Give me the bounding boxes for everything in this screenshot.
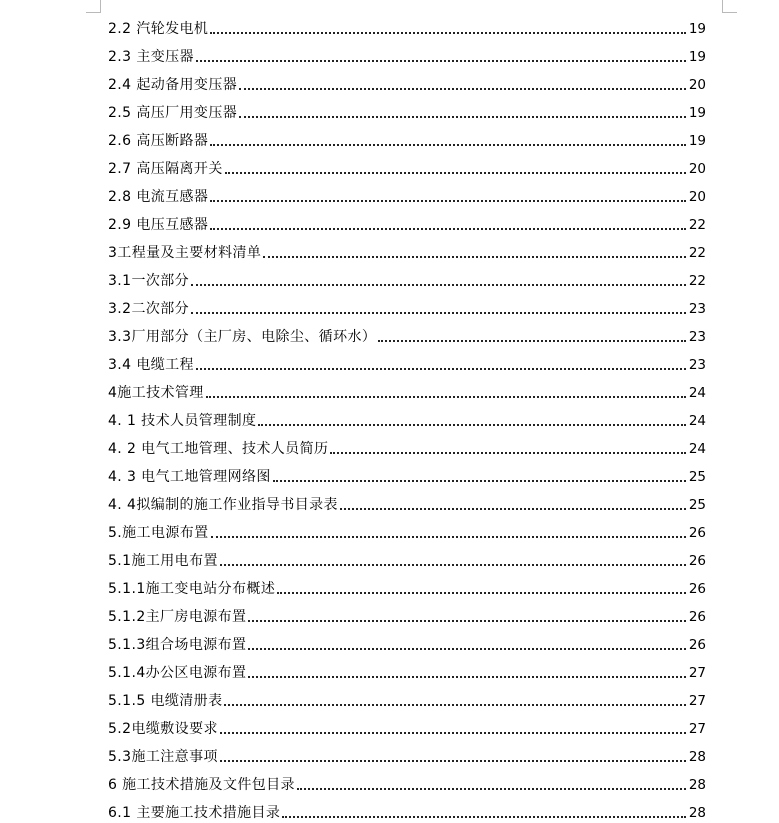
toc-entry[interactable]: [108, 290, 706, 318]
toc-entry-title: 6.1 主要施工技术措施目录: [108, 805, 281, 821]
toc-entry-title: 2.7 高压隔离开关: [108, 161, 223, 177]
toc-entry-title: 5.1.1施工变电站分布概述: [108, 581, 276, 597]
toc-entry-title: 4. 4拟编制的施工作业指导书目录表: [108, 497, 338, 513]
toc-entry-page-number: 27: [688, 665, 706, 681]
toc-dot-leader: [263, 256, 686, 258]
toc-entry-page-number: 25: [688, 469, 706, 485]
toc-entry-title: 5.施工电源布置: [108, 525, 209, 541]
toc-dot-leader: [297, 788, 686, 790]
toc-entry-title: 5.1.4办公区电源布置: [108, 665, 247, 681]
toc-entry-title: 2.4 起动备用变压器: [108, 77, 238, 93]
toc-dot-leader: [239, 88, 686, 90]
toc-entry-title: 5.1施工用电布置: [108, 553, 218, 569]
margin-corner-mark-left: [86, 0, 101, 13]
toc-entry-title: 6 施工技术措施及文件包目录: [108, 777, 295, 793]
toc-entry-page-number: 23: [688, 301, 706, 317]
toc-entry-page-number: 24: [688, 441, 706, 457]
toc-entry-page-number: 22: [688, 245, 706, 261]
toc-dot-leader: [220, 732, 686, 734]
toc-entry-page-number: 28: [688, 777, 706, 793]
toc-entry[interactable]: [108, 570, 706, 598]
toc-dot-leader: [248, 676, 686, 678]
toc-entry-page-number: 19: [688, 21, 706, 37]
toc-dot-leader: [224, 704, 686, 706]
toc-entry-page-number: 28: [688, 749, 706, 765]
toc-entry-title: 5.1.3组合场电源布置: [108, 637, 247, 653]
toc-entry-title: 3.2二次部分: [108, 301, 190, 317]
toc-dot-leader: [210, 144, 686, 146]
toc-dot-leader: [330, 452, 686, 454]
toc-entry[interactable]: [108, 654, 706, 682]
toc-dot-leader: [191, 312, 686, 314]
toc-dot-leader: [196, 368, 686, 370]
toc-entry[interactable]: [108, 318, 706, 346]
toc-entry[interactable]: [108, 514, 706, 542]
toc-entry-page-number: 20: [688, 77, 706, 93]
table-of-contents: [108, 10, 706, 822]
toc-dot-leader: [248, 620, 686, 622]
toc-dot-leader: [191, 284, 686, 286]
toc-dot-leader: [282, 816, 686, 818]
toc-entry-page-number: 19: [688, 133, 706, 149]
toc-dot-leader: [220, 564, 686, 566]
toc-entry-page-number: 20: [688, 189, 706, 205]
toc-dot-leader: [210, 228, 686, 230]
toc-entry[interactable]: [108, 262, 706, 290]
toc-entry-title: 2.8 电流互感器: [108, 189, 209, 205]
toc-entry-title: 4. 1 技术人员管理制度: [108, 413, 257, 429]
toc-entry[interactable]: [108, 38, 706, 66]
toc-entry-title: 2.3 主变压器: [108, 49, 194, 65]
toc-dot-leader: [220, 760, 686, 762]
toc-entry-title: 3工程量及主要材料清单: [108, 245, 262, 261]
toc-entry-page-number: 22: [688, 217, 706, 233]
toc-entry[interactable]: [108, 542, 706, 570]
toc-entry-page-number: 23: [688, 329, 706, 345]
toc-entry-title: 5.3施工注意事项: [108, 749, 218, 765]
toc-entry[interactable]: [108, 10, 706, 38]
toc-entry-title: 2.5 高压厂用变压器: [108, 105, 238, 121]
toc-entry-page-number: 23: [688, 357, 706, 373]
toc-entry[interactable]: [108, 626, 706, 654]
toc-entry-page-number: 26: [688, 609, 706, 625]
toc-dot-leader: [239, 116, 686, 118]
toc-entry[interactable]: [108, 374, 706, 402]
toc-entry[interactable]: [108, 430, 706, 458]
toc-entry[interactable]: [108, 486, 706, 514]
toc-entry-title: 2.9 电压互感器: [108, 217, 209, 233]
toc-entry-title: 3.3厂用部分（主厂房、电除尘、循环水）: [108, 329, 377, 345]
toc-dot-leader: [210, 200, 686, 202]
toc-entry[interactable]: [108, 766, 706, 794]
toc-entry-title: 4. 2 电气工地管理、技术人员简历: [108, 441, 329, 457]
toc-entry-page-number: 25: [688, 497, 706, 513]
toc-dot-leader: [196, 60, 686, 62]
toc-dot-leader: [248, 648, 686, 650]
toc-entry[interactable]: [108, 794, 706, 822]
toc-entry-page-number: 19: [688, 49, 706, 65]
toc-dot-leader: [211, 536, 686, 538]
toc-entry[interactable]: [108, 206, 706, 234]
toc-entry-title: 2.6 高压断路器: [108, 133, 209, 149]
toc-dot-leader: [273, 480, 686, 482]
toc-entry-title: 4施工技术管理: [108, 385, 204, 401]
toc-entry-page-number: 26: [688, 581, 706, 597]
toc-entry-page-number: 19: [688, 105, 706, 121]
toc-entry-page-number: 27: [688, 693, 706, 709]
toc-entry[interactable]: [108, 150, 706, 178]
toc-entry[interactable]: [108, 94, 706, 122]
toc-entry[interactable]: [108, 234, 706, 262]
margin-corner-mark-right: [722, 0, 737, 13]
toc-dot-leader: [340, 508, 686, 510]
toc-entry-page-number: 24: [688, 385, 706, 401]
toc-entry[interactable]: [108, 346, 706, 374]
toc-entry-page-number: 26: [688, 525, 706, 541]
toc-entry-page-number: 24: [688, 413, 706, 429]
toc-dot-leader: [206, 396, 686, 398]
toc-entry-page-number: 27: [688, 721, 706, 737]
toc-entry[interactable]: [108, 598, 706, 626]
toc-entry[interactable]: [108, 682, 706, 710]
toc-entry-title: 3.4 电缆工程: [108, 357, 194, 373]
toc-entry-page-number: 28: [688, 805, 706, 821]
toc-dot-leader: [277, 592, 686, 594]
toc-entry[interactable]: [108, 122, 706, 150]
toc-entry[interactable]: [108, 66, 706, 94]
toc-dot-leader: [378, 340, 686, 342]
toc-entry-title: 5.1.2主厂房电源布置: [108, 609, 247, 625]
toc-entry[interactable]: [108, 402, 706, 430]
toc-entry-title: 4. 3 电气工地管理网络图: [108, 469, 271, 485]
toc-entry-page-number: 20: [688, 161, 706, 177]
toc-dot-leader: [258, 424, 686, 426]
toc-entry[interactable]: [108, 458, 706, 486]
toc-entry[interactable]: [108, 738, 706, 766]
toc-dot-leader: [210, 32, 686, 34]
toc-entry[interactable]: [108, 178, 706, 206]
toc-entry[interactable]: [108, 710, 706, 738]
toc-entry-title: 5.1.5 电缆清册表: [108, 693, 223, 709]
toc-entry-page-number: 22: [688, 273, 706, 289]
toc-entry-title: 3.1一次部分: [108, 273, 190, 289]
toc-entry-title: 2.2 汽轮发电机: [108, 21, 209, 37]
toc-entry-page-number: 26: [688, 553, 706, 569]
toc-entry-title: 5.2电缆敷设要求: [108, 721, 218, 737]
toc-entry-page-number: 26: [688, 637, 706, 653]
toc-dot-leader: [225, 172, 686, 174]
